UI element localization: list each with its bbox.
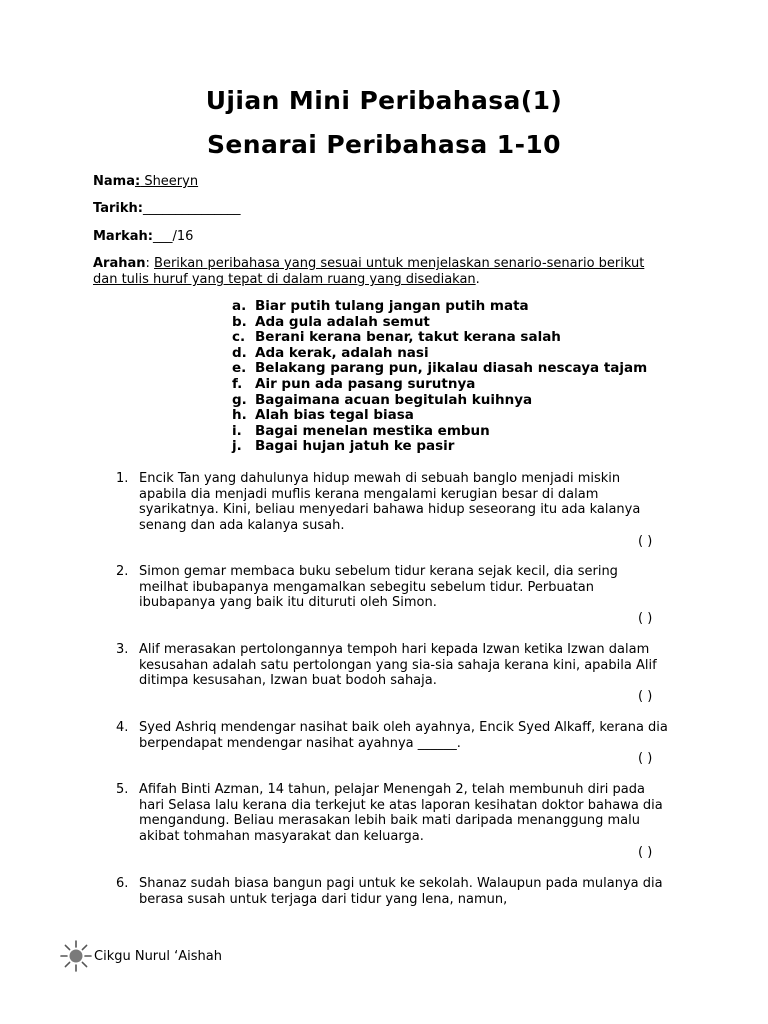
question-number: 6. bbox=[116, 876, 129, 891]
question-text: Syed Ashriq mendengar nasihat baik oleh ayahnya, Encik Syed Alkaff, kerana dia berpendapat mendengar nasihat ayahnya ______. bbox=[139, 720, 668, 751]
marks-field bbox=[93, 229, 193, 244]
instructions bbox=[93, 256, 663, 288]
question-number: 4. bbox=[116, 720, 129, 735]
answer-box[interactable]: ( ) bbox=[638, 751, 653, 766]
date-value: _______________ bbox=[142, 201, 241, 216]
question-text: Encik Tan yang dahulunya hidup mewah di sebuah banglo menjadi miskin apabila dia menjadi muflis kerana mengalami kerugian besar di dalam syarikatnya. Kini, beliau menyedari bahawa hidup seseorang itu ada kalanya senang dan ada kalanya susah. bbox=[139, 471, 641, 533]
option-item bbox=[232, 408, 647, 424]
question-item bbox=[116, 564, 676, 611]
option-item bbox=[232, 361, 647, 377]
option-text: Belakang parang pun, jikalau diasah nescaya tajam bbox=[255, 360, 648, 377]
option-letter: f. bbox=[232, 375, 243, 392]
option-item bbox=[232, 439, 647, 455]
option-text: Air pun ada pasang surutnya bbox=[255, 375, 476, 392]
question-number: 1. bbox=[116, 471, 129, 486]
answer-box[interactable]: ( ) bbox=[638, 845, 653, 860]
option-text: Ada gula adalah semut bbox=[255, 313, 430, 330]
option-letter: g. bbox=[232, 391, 247, 408]
option-text: Bagai hujan jatuh ke pasir bbox=[255, 438, 455, 455]
option-text: Alah bias tegal biasa bbox=[255, 407, 414, 424]
question-item bbox=[116, 471, 676, 533]
option-letter: a. bbox=[232, 298, 247, 314]
marks-value: ___/16 bbox=[153, 229, 194, 244]
name-value: Sheeryn bbox=[140, 174, 199, 189]
author-name: Cikgu Nurul ‘Aishah bbox=[94, 949, 222, 964]
option-item bbox=[232, 424, 647, 440]
question-text: Shanaz sudah biasa bangun pagi untuk ke sekolah. Walaupun pada mulanya dia berasa susah untuk terjaga dari tidur yang lena, namun, bbox=[139, 876, 663, 907]
option-letter: i. bbox=[232, 422, 242, 439]
question-number: 2. bbox=[116, 564, 129, 579]
option-item bbox=[232, 393, 647, 409]
option-text: Bagaimana acuan begitulah kuihnya bbox=[255, 391, 533, 408]
marks-label: Markah bbox=[93, 229, 148, 244]
option-item bbox=[232, 377, 647, 393]
question-number: 5. bbox=[116, 782, 129, 797]
answer-box[interactable]: ( ) bbox=[638, 611, 653, 626]
option-text: Bagai menelan mestika embun bbox=[255, 422, 490, 439]
question-text: Alif merasakan pertolongannya tempoh hari kepada Izwan ketika Izwan dalam kesusahan adalah satu pertolongan yang sia-sia sahaja kerana kini, apabila Alif ditimpa kesusahan, Izwan buat bodoh sahaja. bbox=[139, 642, 657, 688]
question-item bbox=[116, 720, 676, 751]
option-text: Berani kerana benar, takut kerana salah bbox=[255, 329, 561, 346]
sun-icon bbox=[60, 940, 92, 972]
option-item bbox=[232, 299, 647, 315]
question-text: Simon gemar membaca buku sebelum tidur kerana sejak kecil, dia sering meilhat ibubapanya mengamalkan sebegitu sebelum tidur. Perbuatan ibubapanya yang baik itu dituruti oleh Simon. bbox=[139, 564, 618, 610]
question-item bbox=[116, 782, 676, 844]
name-label: Nama bbox=[93, 174, 135, 189]
date-label: Tarikh: bbox=[93, 201, 143, 216]
answer-box[interactable]: ( ) bbox=[638, 534, 653, 549]
proverb-options-list bbox=[232, 299, 647, 455]
option-letter: c. bbox=[232, 329, 246, 346]
instructions-end: . bbox=[475, 272, 480, 287]
option-letter: d. bbox=[232, 344, 247, 361]
option-item bbox=[232, 315, 647, 331]
option-letter: b. bbox=[232, 313, 247, 330]
option-item bbox=[232, 346, 647, 362]
option-letter: e. bbox=[232, 360, 247, 377]
question-text: Afifah Binti Azman, 14 tahun, pelajar Menengah 2, telah membunuh diri pada hari Selasa lalu kerana dia terkejut ke atas laporan kesihatan doktor bahawa dia mengandung. Beliau merasakan lebih baik mati daripada menanggung malu akibat tohmahan masyarakat dan keluarga. bbox=[139, 782, 663, 844]
page-title: Ujian Mini Peribahasa(1) bbox=[205, 86, 563, 115]
option-item bbox=[232, 330, 647, 346]
instructions-text: Berikan peribahasa yang sesuai untuk menjelaskan senario-senario berikut dan tulis huruf yang tepat di dalam ruang yang disediakan bbox=[93, 256, 645, 287]
date-field bbox=[93, 201, 240, 216]
name-field bbox=[93, 174, 198, 189]
answer-box[interactable]: ( ) bbox=[638, 689, 653, 704]
page-subtitle: Senarai Peribahasa 1-10 bbox=[207, 130, 561, 159]
marks-colon: : bbox=[147, 229, 153, 244]
question-number: 3. bbox=[116, 642, 129, 657]
option-text: Biar putih tulang jangan putih mata bbox=[255, 298, 529, 314]
question-item bbox=[116, 876, 676, 907]
name-colon: : bbox=[134, 174, 141, 189]
option-letter: j. bbox=[232, 438, 242, 455]
question-item bbox=[116, 642, 676, 689]
option-text: Ada kerak, adalah nasi bbox=[255, 344, 429, 361]
instructions-label: Arahan bbox=[93, 256, 146, 271]
instructions-colon: : bbox=[145, 256, 155, 271]
option-letter: h. bbox=[232, 407, 247, 424]
